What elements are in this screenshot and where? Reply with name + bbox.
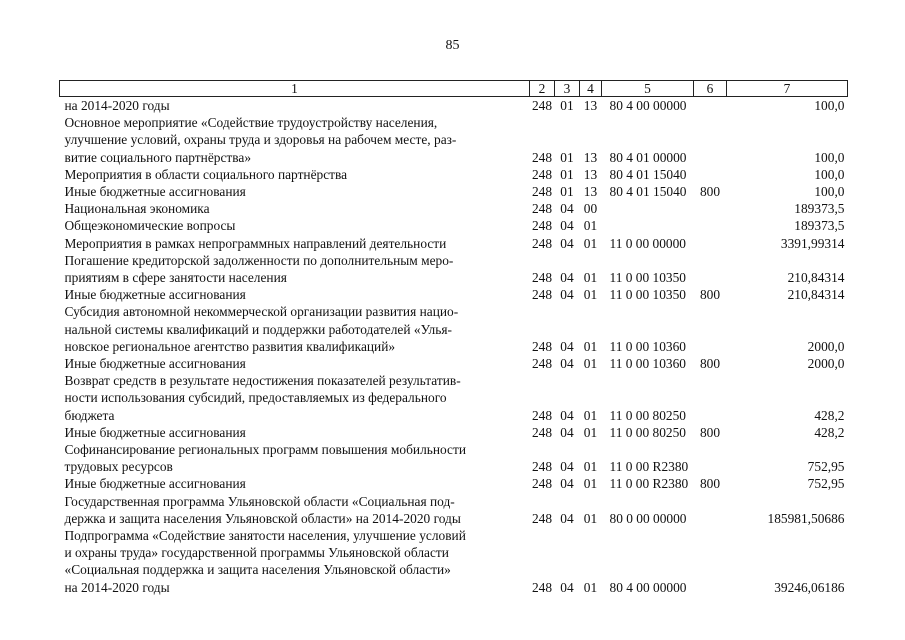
table-row — [60, 97, 848, 115]
expense-type-cell — [694, 114, 727, 166]
row-name-cell — [60, 235, 530, 252]
subsection-code-cell: 13 — [583, 166, 598, 182]
row-name-line: Мероприятия в рамках непрограммных направлений деятельности — [64, 235, 447, 251]
amount-cell: 752,95 — [807, 459, 845, 475]
row-name-line: на 2014-2020 годы — [64, 579, 170, 595]
row-name-cell — [60, 183, 530, 200]
row-name-line: «Социальная поддержка и защита населения Ульяновской области» — [64, 562, 451, 578]
target-article-cell — [602, 200, 694, 217]
row-name-cell — [60, 200, 530, 217]
ministry-code-cell: 248 — [531, 98, 553, 113]
subsection-code-cell: 01 — [583, 235, 598, 251]
section-code-cell: 04 — [560, 218, 574, 234]
row-name-line: Подпрограмма «Содействие занятости населения, улучшение условий — [64, 528, 466, 544]
subsection-code-cell: 01 — [583, 510, 598, 526]
ministry-code-cell: 248 — [531, 459, 553, 475]
target-article-cell: 80 4 01 15040 — [609, 184, 687, 200]
ministry-code-cell: 248 — [531, 510, 553, 526]
section-code-cell: 04 — [560, 338, 574, 354]
table-row — [60, 200, 848, 217]
table-row — [60, 235, 848, 252]
column-header: 1 — [60, 81, 530, 97]
expense-type-cell: 800 — [699, 287, 721, 303]
target-article-cell: 80 4 00 00000 — [609, 579, 687, 595]
amount-cell: 2000,0 — [807, 338, 845, 354]
target-article-cell: 11 0 00 R2380 — [609, 476, 689, 492]
section-code-cell: 04 — [560, 287, 574, 303]
row-name-line: держка и защита населения Ульяновской области» на 2014-2020 годы — [64, 510, 461, 526]
ministry-code-cell: 248 — [531, 338, 553, 354]
table-row — [60, 286, 848, 303]
table-row — [60, 355, 848, 372]
row-name-line: приятиям в сфере занятости населения — [64, 270, 287, 286]
expense-type-cell: 800 — [699, 424, 721, 440]
expense-type-cell — [694, 217, 727, 234]
column-header: 7 — [727, 81, 848, 97]
row-name-line: витие социального партнёрства» — [64, 149, 252, 165]
row-name-cell — [60, 424, 530, 441]
subsection-code-cell: 01 — [583, 287, 598, 303]
column-header: 3 — [555, 81, 580, 97]
row-name-line: Иные бюджетные ассигнования — [64, 287, 246, 303]
amount-cell: 100,0 — [814, 98, 845, 113]
row-name-line: ности использования субсидий, предоставляемых из федерального — [64, 390, 447, 406]
amount-cell: 752,95 — [807, 476, 845, 492]
column-header: 5 — [602, 81, 694, 97]
row-name-line: и охраны труда» государственной программы Ульяновской области — [64, 545, 449, 561]
ministry-code-cell: 248 — [531, 407, 553, 423]
row-name-cell — [60, 475, 530, 492]
row-name-line: Национальная экономика — [64, 201, 210, 217]
subsection-code-cell: 13 — [583, 149, 598, 165]
expense-type-cell — [694, 200, 727, 217]
expense-type-cell — [694, 166, 727, 183]
subsection-code-cell: 01 — [583, 424, 598, 440]
ministry-code-cell: 248 — [531, 424, 553, 440]
row-name-cell — [60, 114, 530, 166]
row-name-line: трудовых ресурсов — [64, 459, 173, 475]
row-name-line: Возврат средств в результате недостижения показателей результатив- — [64, 373, 461, 389]
amount-cell: 100,0 — [814, 184, 845, 200]
section-code-cell: 01 — [560, 149, 574, 165]
ministry-code-cell: 248 — [531, 235, 553, 251]
row-name-line: Общеэкономические вопросы — [64, 218, 236, 234]
expense-type-cell — [694, 527, 727, 596]
row-name-line: улучшение условий, охраны труда и здоровья на рабочем месте, раз- — [64, 132, 457, 148]
amount-cell: 428,2 — [814, 424, 845, 440]
row-name-line: Погашение кредиторской задолженности по дополнительным меро- — [64, 252, 454, 268]
expense-type-cell: 800 — [699, 476, 721, 492]
subsection-code-cell: 00 — [583, 201, 598, 217]
ministry-code-cell: 248 — [531, 579, 553, 595]
amount-cell: 210,84314 — [787, 270, 845, 286]
row-name-line: Иные бюджетные ассигнования — [64, 424, 246, 440]
section-code-cell: 01 — [560, 166, 574, 182]
row-name-cell — [60, 217, 530, 234]
section-code-cell: 04 — [560, 201, 574, 217]
table-row — [60, 114, 848, 166]
subsection-code-cell: 01 — [583, 407, 598, 423]
row-name-line: бюджета — [64, 407, 115, 423]
target-article-cell: 11 0 00 10360 — [609, 338, 686, 354]
target-article-cell: 80 4 01 15040 — [609, 166, 687, 182]
ministry-code-cell: 248 — [531, 201, 553, 217]
table-row — [60, 441, 848, 475]
amount-cell: 39246,06186 — [774, 579, 845, 595]
table-row — [60, 166, 848, 183]
amount-cell: 2000,0 — [807, 356, 845, 372]
ministry-code-cell: 248 — [531, 287, 553, 303]
ministry-code-cell: 248 — [531, 218, 553, 234]
column-header: 6 — [694, 81, 727, 97]
expense-type-cell — [694, 441, 727, 475]
target-article-cell: 11 0 00 80250 — [609, 407, 686, 423]
subsection-code-cell: 01 — [583, 218, 598, 234]
expense-type-cell: 800 — [699, 356, 721, 372]
row-name-line: Основное мероприятие «Содействие трудоустройству населения, — [64, 115, 438, 131]
row-name-cell — [60, 303, 530, 355]
table-body — [60, 97, 848, 596]
expense-type-cell — [694, 372, 727, 424]
amount-cell: 100,0 — [814, 149, 845, 165]
row-name-cell — [60, 372, 530, 424]
row-name-cell — [60, 441, 530, 475]
section-code-cell: 04 — [560, 579, 574, 595]
table-row — [60, 527, 848, 596]
row-name-line: новское региональное агентство развития квалификаций» — [64, 338, 396, 354]
target-article-cell: 80 0 00 00000 — [609, 510, 687, 526]
table-row — [60, 303, 848, 355]
row-name-cell — [60, 355, 530, 372]
expense-type-cell — [694, 493, 727, 527]
row-name-line: Софинансирование региональных программ повышения мобильности — [64, 442, 467, 458]
target-article-cell: 80 4 01 00000 — [609, 149, 687, 165]
subsection-code-cell: 13 — [583, 98, 598, 113]
ministry-code-cell: 248 — [531, 166, 553, 182]
row-name-line: Субсидия автономной некоммерческой организации развития нацио- — [64, 304, 459, 320]
row-name-cell — [60, 493, 530, 527]
expense-type-cell — [694, 97, 727, 115]
row-name-line: Государственная программа Ульяновской области «Социальная под- — [64, 493, 455, 509]
section-code-cell: 04 — [560, 510, 574, 526]
target-article-cell: 11 0 00 10350 — [609, 270, 686, 286]
row-name-line: Иные бюджетные ассигнования — [64, 356, 246, 372]
ministry-code-cell: 248 — [531, 356, 553, 372]
budget-table — [59, 80, 848, 596]
row-name-cell — [60, 286, 530, 303]
amount-cell: 3391,99314 — [780, 235, 845, 251]
section-code-cell: 04 — [560, 356, 574, 372]
section-code-cell: 04 — [560, 235, 574, 251]
subsection-code-cell: 01 — [583, 579, 598, 595]
target-article-cell: 11 0 00 10350 — [609, 287, 686, 303]
target-article-cell: 11 0 00 10360 — [609, 356, 686, 372]
target-article-cell — [602, 217, 694, 234]
table-row — [60, 475, 848, 492]
row-name-cell — [60, 527, 530, 596]
target-article-cell: 80 4 00 00000 — [609, 98, 687, 113]
expense-type-cell: 800 — [699, 184, 721, 200]
amount-cell: 210,84314 — [787, 287, 845, 303]
ministry-code-cell: 248 — [531, 149, 553, 165]
expense-type-cell — [694, 252, 727, 286]
table-row — [60, 424, 848, 441]
subsection-code-cell: 13 — [583, 184, 598, 200]
section-code-cell: 01 — [560, 184, 574, 200]
ministry-code-cell: 248 — [531, 476, 553, 492]
row-name-cell — [60, 97, 530, 115]
subsection-code-cell: 01 — [583, 459, 598, 475]
row-name-line: Мероприятия в области социального партнёрства — [64, 166, 348, 182]
section-code-cell: 04 — [560, 459, 574, 475]
row-name-line: на 2014-2020 годы — [64, 98, 170, 113]
row-name-line: Иные бюджетные ассигнования — [64, 184, 246, 200]
row-name-line: Иные бюджетные ассигнования — [64, 476, 246, 492]
table-row — [60, 217, 848, 234]
row-name-cell — [60, 166, 530, 183]
column-number-row — [60, 81, 848, 97]
ministry-code-cell: 248 — [531, 184, 553, 200]
ministry-code-cell: 248 — [531, 270, 553, 286]
section-code-cell: 04 — [560, 407, 574, 423]
expense-type-cell — [694, 235, 727, 252]
subsection-code-cell: 01 — [583, 338, 598, 354]
page-number: 85 — [445, 38, 460, 53]
table-row — [60, 372, 848, 424]
row-name-cell — [60, 252, 530, 286]
subsection-code-cell: 01 — [583, 270, 598, 286]
amount-cell: 428,2 — [814, 407, 845, 423]
table-row — [60, 183, 848, 200]
target-article-cell: 11 0 00 80250 — [609, 424, 686, 440]
section-code-cell: 01 — [560, 98, 574, 113]
amount-cell: 189373,5 — [794, 218, 845, 234]
target-article-cell: 11 0 00 00000 — [609, 235, 686, 251]
table-row — [60, 493, 848, 527]
column-header: 4 — [580, 81, 602, 97]
section-code-cell: 04 — [560, 270, 574, 286]
expense-type-cell — [694, 303, 727, 355]
amount-cell: 185981,50686 — [767, 510, 845, 526]
subsection-code-cell: 01 — [583, 356, 598, 372]
target-article-cell: 11 0 00 R2380 — [609, 459, 689, 475]
table-row — [60, 252, 848, 286]
column-header: 2 — [530, 81, 555, 97]
section-code-cell: 04 — [560, 424, 574, 440]
amount-cell: 100,0 — [814, 166, 845, 182]
subsection-code-cell: 01 — [583, 476, 598, 492]
amount-cell: 189373,5 — [794, 201, 845, 217]
section-code-cell: 04 — [560, 476, 574, 492]
row-name-line: нальной системы квалификаций и поддержки работодателей «Улья- — [64, 321, 452, 337]
